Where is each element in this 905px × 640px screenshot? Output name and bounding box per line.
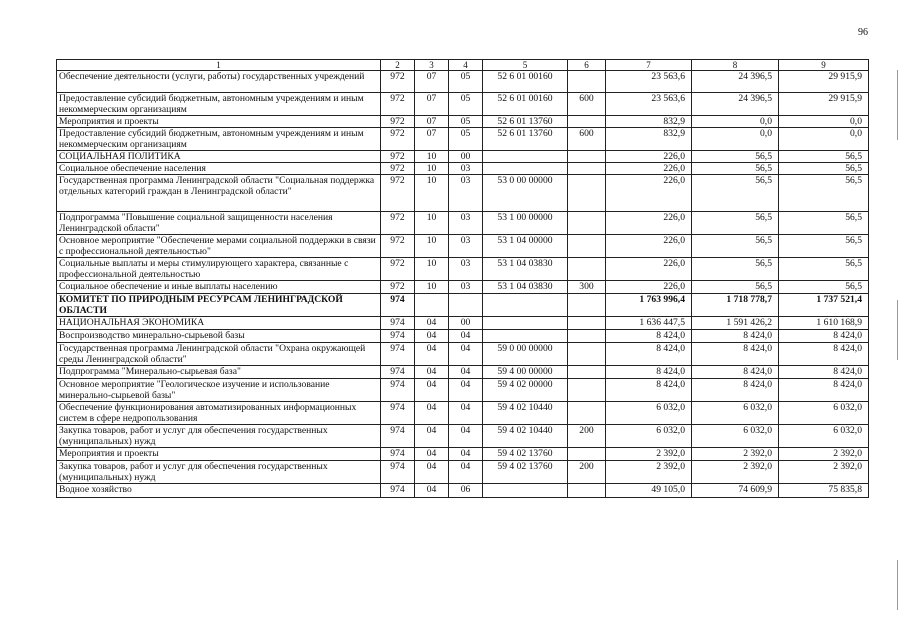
amount-year2-cell: 24 396,5 <box>692 93 779 116</box>
target-article-cell: 53 1 00 00000 <box>483 212 568 235</box>
amount-year2-cell: 2 392,0 <box>692 461 779 484</box>
expense-type-cell: 200 <box>568 461 606 484</box>
expense-type-cell <box>568 294 606 317</box>
amount-year3-cell: 8 424,0 <box>779 366 869 379</box>
amount-year3-cell: 56,5 <box>779 235 869 258</box>
subsection-code-cell: 03 <box>449 235 483 258</box>
amount-year2-cell: 56,5 <box>692 281 779 294</box>
amount-year3-cell: 75 835,8 <box>779 484 869 498</box>
amount-year2-cell: 0,0 <box>692 128 779 151</box>
expense-type-cell <box>568 212 606 235</box>
amount-year3-cell: 56,5 <box>779 212 869 235</box>
amount-year1-cell: 8 424,0 <box>606 379 692 402</box>
header-cell: 8 <box>692 60 779 71</box>
table-row <box>57 116 869 128</box>
row-name-cell: Закупка товаров, работ и услуг для обеспечения государственных (муниципальных) нужд <box>57 425 381 448</box>
amount-year2-cell: 56,5 <box>692 175 779 212</box>
expense-type-cell: 600 <box>568 128 606 151</box>
row-name-cell: Подпрограмма "Повышение социальной защищенности населения Ленинградской области" <box>57 212 381 235</box>
ministry-code-cell: 974 <box>381 330 415 343</box>
target-article-cell <box>483 151 568 163</box>
amount-year2-cell: 1 591 426,2 <box>692 317 779 330</box>
amount-year3-cell: 56,5 <box>779 281 869 294</box>
table-row <box>57 175 869 212</box>
row-name-cell: НАЦИОНАЛЬНАЯ ЭКОНОМИКА <box>57 317 381 330</box>
subsection-code-cell: 03 <box>449 258 483 281</box>
amount-year1-cell: 226,0 <box>606 175 692 212</box>
section-code-cell: 10 <box>415 151 449 163</box>
target-article-cell: 53 0 00 00000 <box>483 175 568 212</box>
amount-year2-cell: 8 424,0 <box>692 343 779 366</box>
ministry-code-cell: 972 <box>381 128 415 151</box>
table-row <box>57 151 869 163</box>
amount-year3-cell: 2 392,0 <box>779 448 869 461</box>
table-row <box>57 71 869 93</box>
row-name-cell: Предоставление субсидий бюджетным, автономным учреждениям и иным некоммерческим организациям <box>57 93 381 116</box>
section-code-cell: 07 <box>415 116 449 128</box>
header-row <box>57 60 869 71</box>
expense-type-cell <box>568 71 606 93</box>
expense-type-cell <box>568 116 606 128</box>
amount-year1-cell: 226,0 <box>606 151 692 163</box>
amount-year3-cell: 56,5 <box>779 151 869 163</box>
amount-year2-cell: 56,5 <box>692 151 779 163</box>
table-row <box>57 317 869 330</box>
expense-type-cell <box>568 448 606 461</box>
amount-year1-cell: 8 424,0 <box>606 330 692 343</box>
amount-year2-cell: 2 392,0 <box>692 448 779 461</box>
ministry-code-cell: 974 <box>381 366 415 379</box>
header-cell: 6 <box>568 60 606 71</box>
row-name-cell: Основное мероприятие "Геологическое изучение и использование минерально-сырьевой базы" <box>57 379 381 402</box>
amount-year2-cell: 8 424,0 <box>692 379 779 402</box>
subsection-code-cell: 04 <box>449 343 483 366</box>
amount-year3-cell: 1 610 168,9 <box>779 317 869 330</box>
header-cell: 7 <box>606 60 692 71</box>
table-row <box>57 448 869 461</box>
table-row <box>57 461 869 484</box>
expense-type-cell <box>568 175 606 212</box>
subsection-code-cell: 06 <box>449 484 483 498</box>
subsection-code-cell: 05 <box>449 128 483 151</box>
amount-year1-cell: 832,9 <box>606 116 692 128</box>
amount-year1-cell: 226,0 <box>606 212 692 235</box>
amount-year1-cell: 23 563,6 <box>606 93 692 116</box>
amount-year1-cell: 23 563,6 <box>606 71 692 93</box>
target-article-cell: 59 4 02 10440 <box>483 425 568 448</box>
page-number: 96 <box>858 27 868 38</box>
expense-type-cell <box>568 366 606 379</box>
subsection-code-cell: 03 <box>449 281 483 294</box>
header-cell: 2 <box>381 60 415 71</box>
amount-year1-cell: 8 424,0 <box>606 343 692 366</box>
subsection-code-cell: 05 <box>449 116 483 128</box>
expense-type-cell <box>568 235 606 258</box>
amount-year1-cell: 226,0 <box>606 163 692 175</box>
ministry-code-cell: 974 <box>381 294 415 317</box>
budget-table <box>56 59 869 498</box>
subsection-code-cell: 03 <box>449 175 483 212</box>
table-row <box>57 330 869 343</box>
table-row <box>57 235 869 258</box>
row-name-cell: Обеспечение деятельности (услуги, работы) государственных учреждений <box>57 71 381 93</box>
subsection-code-cell: 05 <box>449 93 483 116</box>
amount-year3-cell: 0,0 <box>779 128 869 151</box>
scan-edge-mark <box>897 70 898 140</box>
row-name-cell: Основное мероприятие "Обеспечение мерами социальной поддержки в связи с профессиональной деятельностью" <box>57 235 381 258</box>
amount-year2-cell: 56,5 <box>692 212 779 235</box>
section-code-cell: 10 <box>415 163 449 175</box>
section-code-cell: 04 <box>415 402 449 425</box>
target-article-cell: 53 1 04 00000 <box>483 235 568 258</box>
target-article-cell: 52 6 01 00160 <box>483 93 568 116</box>
header-cell: 9 <box>779 60 869 71</box>
amount-year2-cell: 0,0 <box>692 116 779 128</box>
amount-year1-cell: 1 763 996,4 <box>606 294 692 317</box>
subsection-code-cell: 04 <box>449 379 483 402</box>
ministry-code-cell: 974 <box>381 317 415 330</box>
expense-type-cell <box>568 402 606 425</box>
row-name-cell: СОЦИАЛЬНАЯ ПОЛИТИКА <box>57 151 381 163</box>
ministry-code-cell: 974 <box>381 379 415 402</box>
table-row <box>57 425 869 448</box>
section-code-cell: 07 <box>415 71 449 93</box>
table-row <box>57 128 869 151</box>
table-row <box>57 343 869 366</box>
ministry-code-cell: 972 <box>381 151 415 163</box>
target-article-cell: 59 4 02 13760 <box>483 448 568 461</box>
row-name-cell: Мероприятия и проекты <box>57 116 381 128</box>
expense-type-cell <box>568 343 606 366</box>
row-name-cell: Обеспечение функционирования автоматизированных информационных систем в сфере недропользования <box>57 402 381 425</box>
amount-year1-cell: 2 392,0 <box>606 448 692 461</box>
row-name-cell: Мероприятия и проекты <box>57 448 381 461</box>
amount-year3-cell: 56,5 <box>779 163 869 175</box>
amount-year3-cell: 6 032,0 <box>779 402 869 425</box>
section-code-cell: 04 <box>415 484 449 498</box>
expense-type-cell <box>568 330 606 343</box>
subsection-code-cell: 04 <box>449 366 483 379</box>
amount-year2-cell: 6 032,0 <box>692 402 779 425</box>
amount-year2-cell: 56,5 <box>692 235 779 258</box>
row-name-cell: Подпрограмма "Минерально-сырьевая база" <box>57 366 381 379</box>
table-row <box>57 212 869 235</box>
target-article-cell <box>483 484 568 498</box>
target-article-cell: 59 4 02 00000 <box>483 379 568 402</box>
ministry-code-cell: 972 <box>381 281 415 294</box>
target-article-cell: 59 4 02 10440 <box>483 402 568 425</box>
expense-type-cell <box>568 484 606 498</box>
amount-year3-cell: 1 737 521,4 <box>779 294 869 317</box>
amount-year3-cell: 8 424,0 <box>779 343 869 366</box>
header-cell: 1 <box>57 60 381 71</box>
ministry-code-cell: 972 <box>381 93 415 116</box>
header-cell: 3 <box>415 60 449 71</box>
section-code-cell: 10 <box>415 281 449 294</box>
scan-edge-mark <box>897 560 898 610</box>
expense-type-cell <box>568 163 606 175</box>
ministry-code-cell: 972 <box>381 175 415 212</box>
subsection-code-cell: 05 <box>449 71 483 93</box>
subsection-code-cell: 04 <box>449 402 483 425</box>
ministry-code-cell: 974 <box>381 461 415 484</box>
ministry-code-cell: 974 <box>381 343 415 366</box>
target-article-cell <box>483 317 568 330</box>
target-article-cell: 53 1 04 03830 <box>483 258 568 281</box>
row-name-cell: Социальные выплаты и меры стимулирующего характера, связанные с профессиональной деятельностью <box>57 258 381 281</box>
expense-type-cell <box>568 258 606 281</box>
target-article-cell <box>483 163 568 175</box>
subsection-code-cell: 04 <box>449 425 483 448</box>
subsection-code-cell <box>449 294 483 317</box>
row-name-cell: Водное хозяйство <box>57 484 381 498</box>
row-name-cell: Воспроизводство минерально-сырьевой базы <box>57 330 381 343</box>
ministry-code-cell: 972 <box>381 116 415 128</box>
expense-type-cell <box>568 317 606 330</box>
row-name-cell: Социальное обеспечение населения <box>57 163 381 175</box>
row-name-cell: Закупка товаров, работ и услуг для обеспечения государственных (муниципальных) нужд <box>57 461 381 484</box>
section-code-cell: 04 <box>415 330 449 343</box>
subsection-code-cell: 04 <box>449 448 483 461</box>
section-code-cell: 04 <box>415 366 449 379</box>
subsection-code-cell: 03 <box>449 163 483 175</box>
amount-year1-cell: 2 392,0 <box>606 461 692 484</box>
amount-year1-cell: 832,9 <box>606 128 692 151</box>
table-row <box>57 281 869 294</box>
ministry-code-cell: 972 <box>381 212 415 235</box>
section-code-cell: 07 <box>415 128 449 151</box>
section-code-cell: 10 <box>415 175 449 212</box>
table-row <box>57 93 869 116</box>
amount-year1-cell: 49 105,0 <box>606 484 692 498</box>
amount-year3-cell: 0,0 <box>779 116 869 128</box>
table-row <box>57 379 869 402</box>
ministry-code-cell: 974 <box>381 425 415 448</box>
expense-type-cell: 300 <box>568 281 606 294</box>
expense-type-cell: 600 <box>568 93 606 116</box>
amount-year3-cell: 2 392,0 <box>779 461 869 484</box>
expense-type-cell: 200 <box>568 425 606 448</box>
table-row <box>57 163 869 175</box>
section-code-cell: 04 <box>415 425 449 448</box>
target-article-cell: 59 0 00 00000 <box>483 343 568 366</box>
section-code-cell: 04 <box>415 461 449 484</box>
amount-year1-cell: 6 032,0 <box>606 425 692 448</box>
amount-year2-cell: 8 424,0 <box>692 366 779 379</box>
target-article-cell: 52 6 01 00160 <box>483 71 568 93</box>
table-row <box>57 484 869 498</box>
target-article-cell: 52 6 01 13760 <box>483 128 568 151</box>
ministry-code-cell: 974 <box>381 448 415 461</box>
section-code-cell: 04 <box>415 448 449 461</box>
ministry-code-cell: 974 <box>381 402 415 425</box>
section-code-cell: 04 <box>415 379 449 402</box>
amount-year3-cell: 29 915,9 <box>779 71 869 93</box>
table-row <box>57 402 869 425</box>
section-code-cell <box>415 294 449 317</box>
amount-year3-cell: 29 915,9 <box>779 93 869 116</box>
amount-year2-cell: 56,5 <box>692 163 779 175</box>
row-name-cell: Социальное обеспечение и иные выплаты населению <box>57 281 381 294</box>
subsection-code-cell: 00 <box>449 151 483 163</box>
target-article-cell: 53 1 04 03830 <box>483 281 568 294</box>
amount-year3-cell: 56,5 <box>779 175 869 212</box>
amount-year3-cell: 8 424,0 <box>779 330 869 343</box>
ministry-code-cell: 972 <box>381 71 415 93</box>
amount-year1-cell: 1 636 447,5 <box>606 317 692 330</box>
amount-year3-cell: 56,5 <box>779 258 869 281</box>
amount-year2-cell: 74 609,9 <box>692 484 779 498</box>
table-row <box>57 258 869 281</box>
ministry-code-cell: 972 <box>381 258 415 281</box>
ministry-code-cell: 972 <box>381 163 415 175</box>
section-code-cell: 04 <box>415 317 449 330</box>
target-article-cell: 52 6 01 13760 <box>483 116 568 128</box>
amount-year2-cell: 8 424,0 <box>692 330 779 343</box>
amount-year1-cell: 226,0 <box>606 235 692 258</box>
table-row <box>57 366 869 379</box>
amount-year1-cell: 8 424,0 <box>606 366 692 379</box>
target-article-cell: 59 4 00 00000 <box>483 366 568 379</box>
expense-type-cell <box>568 379 606 402</box>
table-row <box>57 294 869 317</box>
amount-year2-cell: 24 396,5 <box>692 71 779 93</box>
header-cell: 4 <box>449 60 483 71</box>
section-code-cell: 10 <box>415 258 449 281</box>
row-name-cell: Государственная программа Ленинградской области "Охрана окружающей среды Ленинградской области" <box>57 343 381 366</box>
amount-year2-cell: 6 032,0 <box>692 425 779 448</box>
amount-year1-cell: 226,0 <box>606 258 692 281</box>
subsection-code-cell: 00 <box>449 317 483 330</box>
amount-year2-cell: 56,5 <box>692 258 779 281</box>
subsection-code-cell: 03 <box>449 212 483 235</box>
section-code-cell: 04 <box>415 343 449 366</box>
row-name-cell: Предоставление субсидий бюджетным, автономным учреждениям и иным некоммерческим организациям <box>57 128 381 151</box>
amount-year3-cell: 8 424,0 <box>779 379 869 402</box>
scan-edge-mark <box>897 300 898 360</box>
row-name-cell: КОМИТЕТ ПО ПРИРОДНЫМ РЕСУРСАМ ЛЕНИНГРАДСКОЙ ОБЛАСТИ <box>57 294 381 317</box>
section-code-cell: 07 <box>415 93 449 116</box>
target-article-cell <box>483 294 568 317</box>
header-cell: 5 <box>483 60 568 71</box>
row-name-cell: Государственная программа Ленинградской области "Социальная поддержка отдельных категорий граждан в Ленинградской области" <box>57 175 381 212</box>
amount-year3-cell: 6 032,0 <box>779 425 869 448</box>
subsection-code-cell: 04 <box>449 461 483 484</box>
section-code-cell: 10 <box>415 235 449 258</box>
subsection-code-cell: 04 <box>449 330 483 343</box>
amount-year2-cell: 1 718 778,7 <box>692 294 779 317</box>
target-article-cell: 59 4 02 13760 <box>483 461 568 484</box>
ministry-code-cell: 972 <box>381 235 415 258</box>
amount-year1-cell: 226,0 <box>606 281 692 294</box>
target-article-cell <box>483 330 568 343</box>
amount-year1-cell: 6 032,0 <box>606 402 692 425</box>
section-code-cell: 10 <box>415 212 449 235</box>
expense-type-cell <box>568 151 606 163</box>
ministry-code-cell: 974 <box>381 484 415 498</box>
